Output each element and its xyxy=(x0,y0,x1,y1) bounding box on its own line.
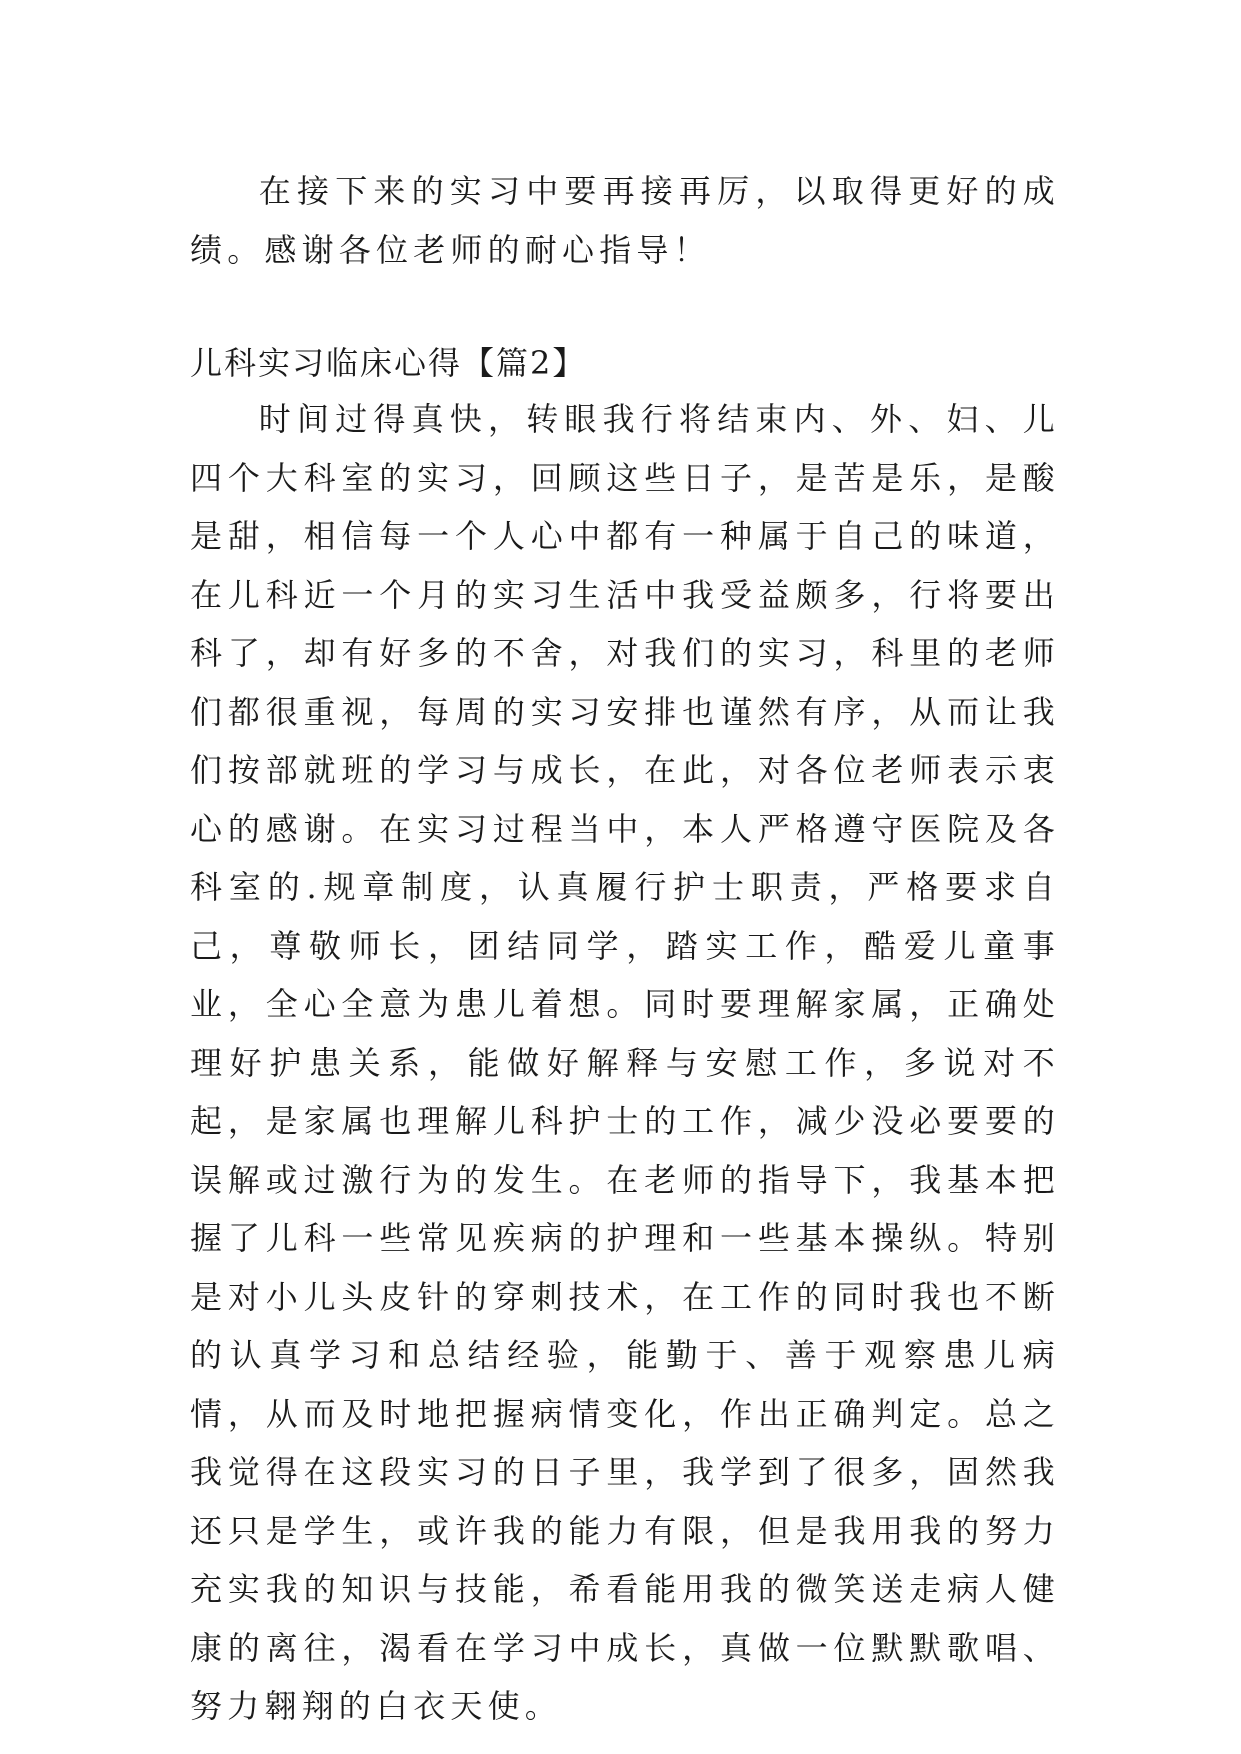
paragraph-text: 时间过得真快，转眼我行将结束内、外、妇、儿四个大科室的实习，回顾这些日子，是苦是乐，是酸是甜，相信每一个人心中都有一种属于自己的味道，在儿科近一个月的实习生活中我受益颇多，行将要出科了，却有好多的不舍，对我们的实习，科里的老师们都很重视，每周的实习安排也谨然有序，从而让我们按部就班的学习与成长，在此，对各位老师表示衷心的感谢。在实习过程当中，本人严格遵守医院及各科室的.规章制度，认真履行护士职责，严格要求自己，尊敬师长，团结同学，踏实工作，酷爱儿童事业，全心全意为患儿着想。同时要理解家属，正确处理好护患关系，能做好解释与安慰工作，多说对不起，是家属也理解儿科护士的工作，减少没必要要的误解或过激行为的发生。在老师的指导下，我基本把握了儿科一些常见疾病的护理和一些基本操纵。特别是对小儿头皮针的穿刺技术，在工作的同时我也不断的认真学习和总结经验，能勤于、善于观察患儿病情，从而及时地把握病情变化，作出正确判定。总之我觉得在这段实习的日子里，我学到了很多，固然我还只是学生，或许我的能力有限，但是我用我的努力充实我的知识与技能，希看能用我的微笑送走病人健康的离往，渴看在学习中成长，真做一位默默歌唱、努力翱翔的白衣天使。 xyxy=(190,400,1060,1725)
paragraph-body xyxy=(190,390,1060,1736)
section-title: 儿科实习临床心得【篇2】 xyxy=(190,344,587,382)
paragraph-text: 在接下来的实习中要再接再厉，以取得更好的成绩。感谢各位老师的耐心指导！ xyxy=(190,172,1060,269)
paragraph-closing xyxy=(190,162,1060,279)
